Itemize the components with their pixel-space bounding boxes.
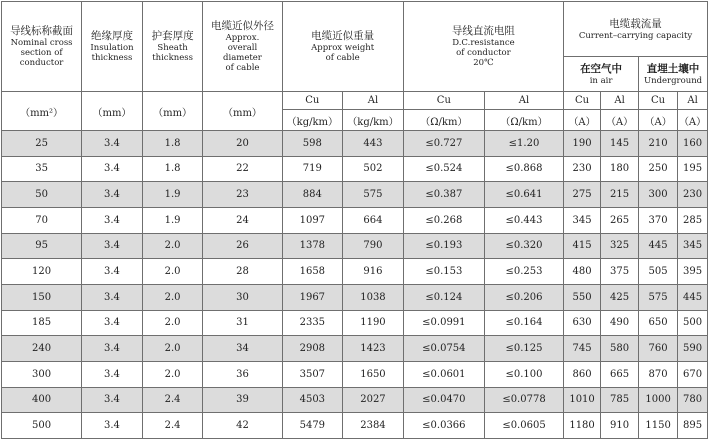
cell-diameter: 31 [203,310,282,336]
cell-resistance-cu: ≤0.0470 [403,387,484,413]
cell-weight-cu: 2335 [282,310,343,336]
cell-weight-al: 1423 [343,336,404,362]
cell-ground-al: 195 [678,156,708,182]
cell-air-cu: 1010 [564,387,601,413]
cell-air-al: 145 [601,131,639,157]
cell-resistance-cu: ≤0.727 [403,131,484,157]
cell-weight-cu: 1967 [282,284,343,310]
cell-air-al: 375 [601,259,639,285]
cell-air-cu: 345 [564,207,601,233]
header-resistance-en-2: of conductor [456,48,511,58]
cell-ground-al: 445 [678,284,708,310]
header-section-en-1: Nominal cross [10,38,73,48]
cell-sheath: 2.4 [142,413,203,439]
header-diameter [203,2,282,92]
cell-weight-cu: 1378 [282,233,343,259]
header-section-en-2: section of [20,48,63,58]
cell-ground-cu: 370 [639,207,678,233]
cell-diameter: 28 [203,259,282,285]
cell-air-al: 910 [601,413,639,439]
header-capacity [564,2,708,57]
cell-ground-al: 230 [678,182,708,208]
header-resistance-al: Al [484,92,563,110]
header-resistance-en-3: 20℃ [473,58,494,68]
header-weight-zh: 电缆近似重量 [311,30,375,42]
unit-insulation: （mm） [82,92,143,131]
table-row [2,131,708,157]
cell-section: 300 [2,361,82,387]
cell-section: 400 [2,387,82,413]
cell-insulation: 3.4 [82,156,143,182]
unit-section: （mm²） [2,92,82,131]
header-air-al: Al [601,92,639,110]
cell-weight-al: 502 [343,156,404,182]
cell-weight-al: 2027 [343,387,404,413]
header-air-en: in air [589,75,613,86]
cell-resistance-al: ≤0.0605 [484,413,563,439]
cell-ground-al: 590 [678,336,708,362]
header-weight-cu: Cu [282,92,343,110]
cell-ground-cu: 1000 [639,387,678,413]
cell-insulation: 3.4 [82,310,143,336]
header-ground-en: Underground [643,75,703,86]
cell-air-al: 425 [601,284,639,310]
cell-resistance-al: ≤0.164 [484,310,563,336]
header-section-zh: 导线标称截面 [10,25,74,37]
cell-sheath: 2.0 [142,310,203,336]
cell-weight-cu: 1658 [282,259,343,285]
cell-insulation: 3.4 [82,182,143,208]
header-resistance-cu: Cu [403,92,484,110]
cell-section: 35 [2,156,82,182]
cell-resistance-al: ≤0.320 [484,233,563,259]
header-capacity-ground [639,57,708,92]
unit-sheath: （mm） [142,92,203,131]
cell-ground-al: 895 [678,413,708,439]
cell-resistance-cu: ≤0.0601 [403,361,484,387]
cell-resistance-al: ≤1.20 [484,131,563,157]
header-diameter-zh: 电缆近似外径 [210,20,274,32]
cell-section: 50 [2,182,82,208]
cell-sheath: 2.0 [142,259,203,285]
cell-section: 25 [2,131,82,157]
cell-weight-cu: 1097 [282,207,343,233]
cell-air-cu: 480 [564,259,601,285]
cell-weight-al: 916 [343,259,404,285]
cell-section: 120 [2,259,82,285]
cell-diameter: 20 [203,131,282,157]
cell-resistance-al: ≤0.641 [484,182,563,208]
table-row [2,284,708,310]
cell-ground-al: 780 [678,387,708,413]
header-sheath [142,2,203,92]
cell-section: 500 [2,413,82,439]
cell-sheath: 1.8 [142,156,203,182]
cell-insulation: 3.4 [82,207,143,233]
cell-insulation: 3.4 [82,131,143,157]
cell-ground-cu: 870 [639,361,678,387]
cell-sheath: 2.4 [142,387,203,413]
cell-ground-cu: 575 [639,284,678,310]
header-capacity-en: Current–carrying capacity [578,30,693,41]
header-section-en-3: conductor [19,58,64,68]
table-row [2,387,708,413]
cell-air-cu: 630 [564,310,601,336]
cell-insulation: 3.4 [82,259,143,285]
cell-ground-al: 345 [678,233,708,259]
header-sheath-en-1: Sheath [157,43,188,53]
cell-resistance-cu: ≤0.153 [403,259,484,285]
cell-air-cu: 190 [564,131,601,157]
table-row [2,182,708,208]
cell-weight-al: 664 [343,207,404,233]
unit-ground-cu: （A） [639,110,678,131]
cell-resistance-cu: ≤0.524 [403,156,484,182]
header-capacity-zh: 电缆载流量 [609,17,662,30]
cell-diameter: 39 [203,387,282,413]
cell-section: 95 [2,233,82,259]
cell-section: 70 [2,207,82,233]
cell-air-al: 665 [601,361,639,387]
unit-resistance-al: （Ω/km） [484,110,563,131]
cell-sheath: 2.0 [142,233,203,259]
cell-ground-al: 285 [678,207,708,233]
cell-resistance-al: ≤0.868 [484,156,563,182]
header-diameter-en-2: overall [227,43,258,53]
cell-weight-al: 790 [343,233,404,259]
header-air-zh: 在空气中 [580,62,623,75]
cell-air-cu: 550 [564,284,601,310]
table-row [2,233,708,259]
cell-insulation: 3.4 [82,284,143,310]
cell-ground-al: 670 [678,361,708,387]
cell-air-cu: 275 [564,182,601,208]
cell-air-al: 180 [601,156,639,182]
cell-ground-al: 395 [678,259,708,285]
cell-air-al: 490 [601,310,639,336]
cell-weight-cu: 719 [282,156,343,182]
table-row [2,413,708,439]
cell-air-cu: 745 [564,336,601,362]
cell-diameter: 24 [203,207,282,233]
header-diameter-en-4: of cable [225,63,260,73]
cell-diameter: 30 [203,284,282,310]
cell-weight-cu: 4503 [282,387,343,413]
cell-resistance-al: ≤0.443 [484,207,563,233]
cell-resistance-al: ≤0.100 [484,361,563,387]
cell-insulation: 3.4 [82,413,143,439]
header-diameter-en-3: diameter [223,53,262,63]
cell-resistance-cu: ≤0.193 [403,233,484,259]
cell-resistance-cu: ≤0.387 [403,182,484,208]
cell-diameter: 42 [203,413,282,439]
cell-insulation: 3.4 [82,387,143,413]
cell-diameter: 26 [203,233,282,259]
cell-weight-cu: 884 [282,182,343,208]
cell-sheath: 2.0 [142,336,203,362]
table-row [2,259,708,285]
header-ground-al: Al [678,92,708,110]
header-sheath-en-2: thickness [152,53,193,63]
cell-weight-cu: 598 [282,131,343,157]
table-row [2,336,708,362]
header-sheath-zh: 护套厚度 [151,30,194,42]
cell-air-al: 580 [601,336,639,362]
cell-air-cu: 860 [564,361,601,387]
table-row [2,207,708,233]
cell-ground-cu: 1150 [639,413,678,439]
header-insulation-en-2: thickness [91,53,133,63]
header-insulation-zh: 绝缘厚度 [90,30,133,42]
cell-air-cu: 230 [564,156,601,182]
cell-weight-al: 1650 [343,361,404,387]
cell-weight-al: 1190 [343,310,404,336]
table-row [2,310,708,336]
header-ground-zh: 直埋土壤中 [646,62,700,75]
cell-resistance-cu: ≤0.268 [403,207,484,233]
header-insulation [82,2,143,92]
header-weight-en-2: of cable [325,53,360,63]
cell-air-al: 785 [601,387,639,413]
header-ground-cu: Cu [639,92,678,110]
cell-resistance-al: ≤0.125 [484,336,563,362]
cell-air-al: 325 [601,233,639,259]
cell-resistance-cu: ≤0.0991 [403,310,484,336]
cell-diameter: 36 [203,361,282,387]
cable-spec-table [1,1,708,439]
header-capacity-air [564,57,639,92]
cell-weight-cu: 2908 [282,336,343,362]
header-resistance-zh: 导线直流电阻 [451,25,515,37]
unit-air-al: （A） [601,110,639,131]
header-air-cu: Cu [564,92,601,110]
cell-resistance-al: ≤0.206 [484,284,563,310]
header-weight-al: Al [343,92,404,110]
header-weight-en-1: Approx weight [311,43,375,53]
cell-ground-cu: 760 [639,336,678,362]
cell-weight-al: 1038 [343,284,404,310]
cell-section: 185 [2,310,82,336]
cell-diameter: 22 [203,156,282,182]
header-resistance [403,2,563,92]
cell-insulation: 3.4 [82,361,143,387]
cell-resistance-al: ≤0.253 [484,259,563,285]
cell-ground-cu: 445 [639,233,678,259]
cell-sheath: 1.8 [142,131,203,157]
unit-ground-al: （A） [678,110,708,131]
header-insulation-en-1: Insulation [90,43,134,53]
unit-diameter: （mm） [203,92,282,131]
cell-weight-cu: 3507 [282,361,343,387]
cell-weight-al: 2384 [343,413,404,439]
cell-diameter: 34 [203,336,282,362]
unit-resistance-cu: （Ω/km） [403,110,484,131]
cell-ground-cu: 210 [639,131,678,157]
unit-weight-al: （kg/km） [343,110,404,131]
unit-weight-cu: （kg/km） [282,110,343,131]
cell-sheath: 2.0 [142,361,203,387]
cell-air-cu: 415 [564,233,601,259]
cell-ground-cu: 250 [639,156,678,182]
cell-section: 240 [2,336,82,362]
header-diameter-en-1: Approx. [225,33,260,43]
cell-weight-al: 443 [343,131,404,157]
header-section [2,2,82,92]
cell-section: 150 [2,284,82,310]
header-weight [282,2,403,92]
cell-insulation: 3.4 [82,233,143,259]
cell-sheath: 1.9 [142,207,203,233]
cell-diameter: 23 [203,182,282,208]
cell-resistance-cu: ≤0.124 [403,284,484,310]
cell-ground-cu: 650 [639,310,678,336]
header-resistance-en-1: D.C.resistance [452,38,515,48]
cell-ground-cu: 505 [639,259,678,285]
table-row [2,156,708,182]
cell-air-al: 215 [601,182,639,208]
cell-resistance-al: ≤0.0778 [484,387,563,413]
cell-air-al: 265 [601,207,639,233]
cell-ground-cu: 300 [639,182,678,208]
unit-air-cu: （A） [564,110,601,131]
cell-resistance-cu: ≤0.0754 [403,336,484,362]
table-row [2,361,708,387]
cell-weight-cu: 5479 [282,413,343,439]
cell-sheath: 2.0 [142,284,203,310]
cell-sheath: 1.9 [142,182,203,208]
cell-resistance-cu: ≤0.0366 [403,413,484,439]
cell-ground-al: 500 [678,310,708,336]
cell-weight-al: 575 [343,182,404,208]
cell-insulation: 3.4 [82,336,143,362]
cell-ground-al: 160 [678,131,708,157]
cell-air-cu: 1180 [564,413,601,439]
